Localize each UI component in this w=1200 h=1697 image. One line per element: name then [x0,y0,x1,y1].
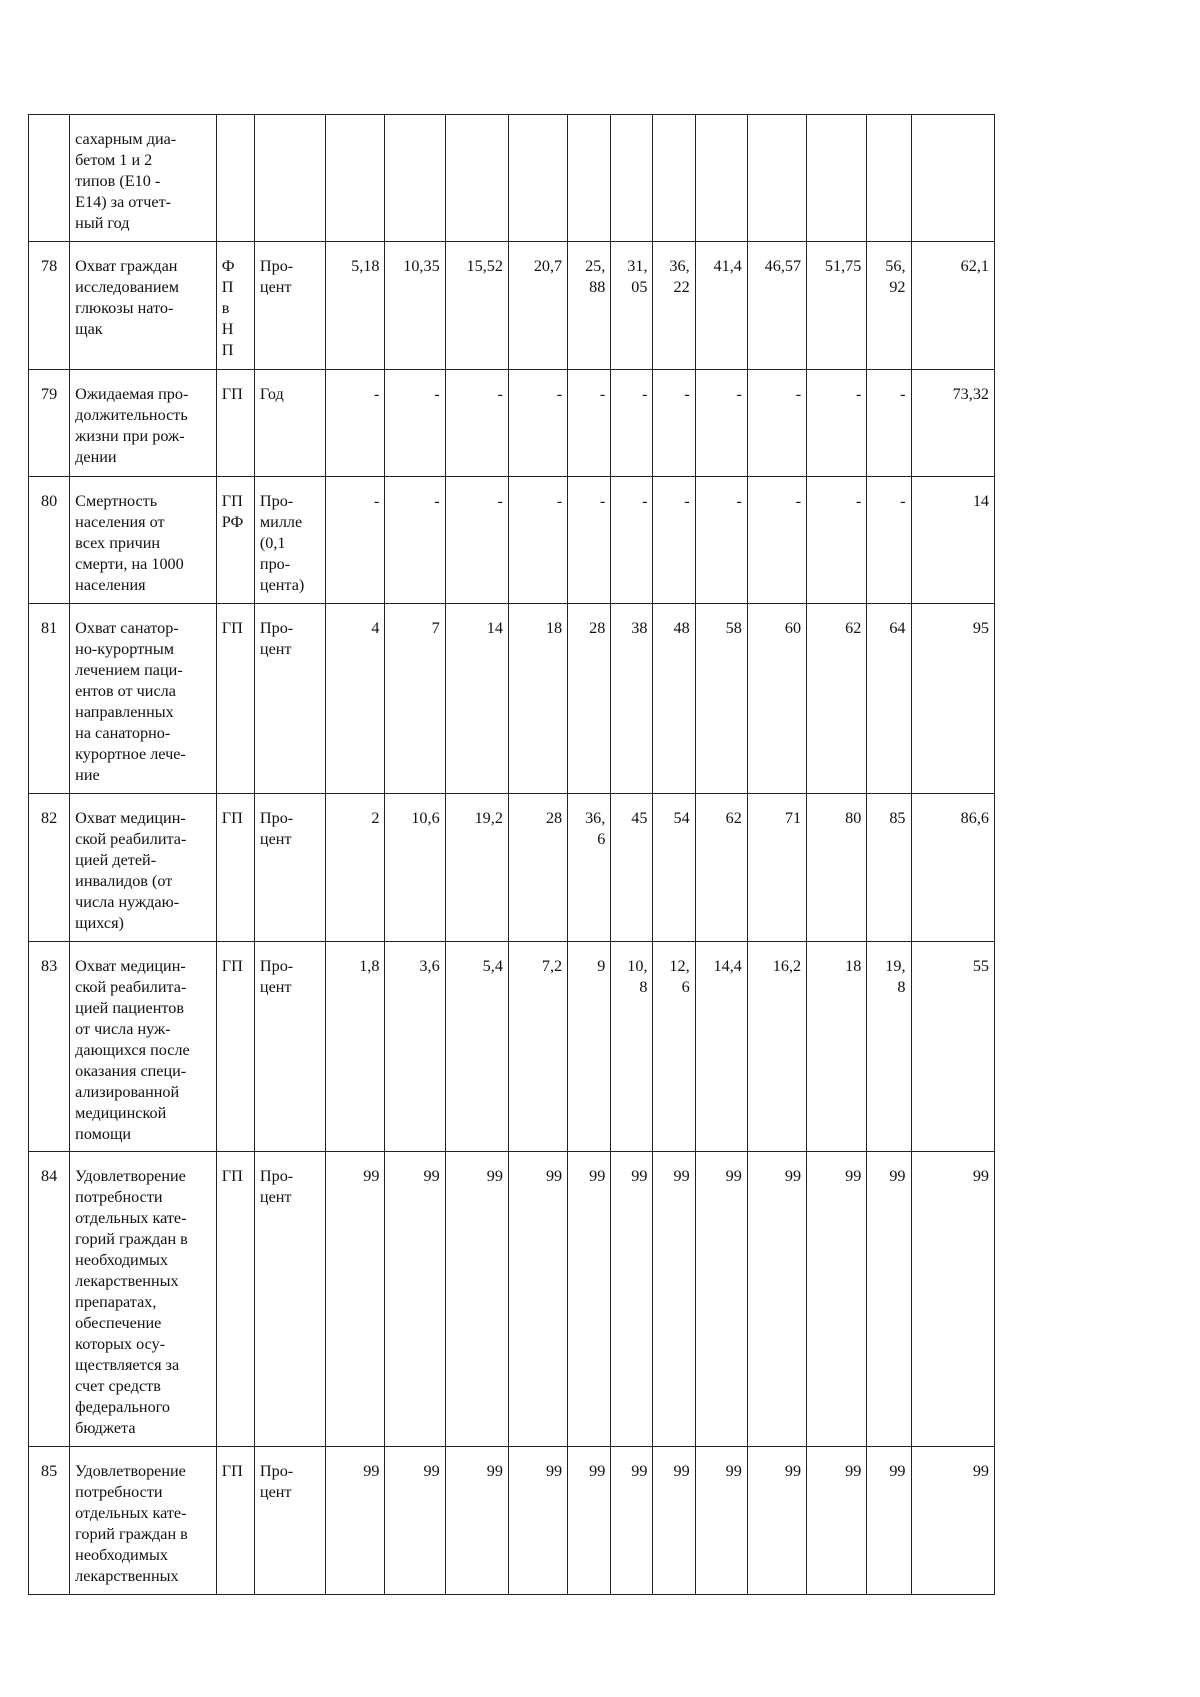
row-number: 83 [29,942,70,1152]
value-cell: - [385,477,445,604]
indicator-source: ГП [216,370,254,477]
value-cell [445,115,508,242]
value-cell [695,115,747,242]
value-cell: 14 [445,604,508,794]
value-cell: 41,4 [695,242,747,370]
value-cell: 99 [695,1152,747,1447]
indicator-unit: Про- цент [254,1447,325,1595]
value-cell [911,115,995,242]
value-cell: 99 [611,1447,653,1595]
value-cell: 36, 22 [653,242,695,370]
value-cell: 99 [508,1152,567,1447]
value-cell: 18 [807,942,867,1152]
value-cell: - [653,477,695,604]
value-cell: 28 [508,794,567,942]
value-cell: 9 [568,942,611,1152]
indicator-name: Охват медицин- ской реабилита- цией детей- инвалидов (от числа нуждаю- щихся) [70,794,217,942]
value-cell: 55 [911,942,995,1152]
value-cell: 10, 8 [611,942,653,1152]
value-cell: - [568,477,611,604]
indicator-unit: Про- цент [254,1152,325,1447]
value-cell: 64 [867,604,911,794]
value-cell: - [508,477,567,604]
value-cell: - [867,370,911,477]
value-cell: 99 [695,1447,747,1595]
value-cell: 2 [326,794,385,942]
value-cell: - [568,370,611,477]
value-cell: - [747,370,806,477]
value-cell: 99 [568,1447,611,1595]
indicator-unit: Про- цент [254,942,325,1152]
value-cell: 7 [385,604,445,794]
indicator-source: ГП [216,1447,254,1595]
value-cell: 99 [807,1152,867,1447]
indicator-name: Охват граждан исследованием глюкозы нато- щак [70,242,217,370]
indicator-name: Охват санатор- но-курортным лечением паци- ентов от числа направленных на санаторно- курортное лече- ние [70,604,217,794]
value-cell [747,115,806,242]
value-cell: 19, 8 [867,942,911,1152]
value-cell: 4 [326,604,385,794]
value-cell [807,115,867,242]
value-cell: 54 [653,794,695,942]
value-cell [568,115,611,242]
indicators-table [28,114,995,1595]
value-cell: 1,8 [326,942,385,1152]
row-number: 85 [29,1447,70,1595]
indicator-source: ГП [216,1152,254,1447]
indicator-unit: Про- цент [254,604,325,794]
value-cell: - [807,477,867,604]
indicator-source: ГП [216,604,254,794]
value-cell: 99 [508,1447,567,1595]
table-row [29,242,995,370]
value-cell [867,115,911,242]
indicator-unit: Год [254,370,325,477]
value-cell: - [867,477,911,604]
indicator-name: сахарным диа- бетом 1 и 2 типов (Е10 - Е14) за отчет- ный год [70,115,217,242]
value-cell: 95 [911,604,995,794]
value-cell: 14,4 [695,942,747,1152]
value-cell: 99 [611,1152,653,1447]
value-cell: 18 [508,604,567,794]
value-cell: 58 [695,604,747,794]
indicator-name: Удовлетворение потребности отдельных кате- горий граждан в необходимых лекарственных препаратах, обеспечение которых осу- ществляется за счет средств федерального бюджета [70,1152,217,1447]
value-cell: 5,18 [326,242,385,370]
value-cell: 99 [326,1447,385,1595]
value-cell [508,115,567,242]
value-cell: - [695,370,747,477]
table-row [29,794,995,942]
value-cell: 5,4 [445,942,508,1152]
value-cell: 99 [326,1152,385,1447]
table-row [29,1447,995,1595]
value-cell: 99 [747,1447,806,1595]
indicator-name: Ожидаемая про- должительность жизни при рож- дении [70,370,217,477]
value-cell: 15,52 [445,242,508,370]
indicator-source: ГП [216,942,254,1152]
indicator-name: Удовлетворение потребности отдельных кате- горий граждан в необходимых лекарственных [70,1447,217,1595]
value-cell: - [445,477,508,604]
value-cell: 80 [807,794,867,942]
row-number: 84 [29,1152,70,1447]
value-cell: 99 [807,1447,867,1595]
row-number: 80 [29,477,70,604]
value-cell: - [611,477,653,604]
value-cell: 99 [385,1447,445,1595]
value-cell: 10,6 [385,794,445,942]
value-cell: 99 [867,1447,911,1595]
value-cell: - [807,370,867,477]
indicator-unit: Про- милле (0,1 про- цента) [254,477,325,604]
value-cell: 48 [653,604,695,794]
value-cell: 62 [807,604,867,794]
value-cell: 46,57 [747,242,806,370]
value-cell [326,115,385,242]
row-number: 78 [29,242,70,370]
value-cell: 99 [747,1152,806,1447]
value-cell: 12, 6 [653,942,695,1152]
value-cell: 60 [747,604,806,794]
value-cell: 38 [611,604,653,794]
value-cell: 99 [568,1152,611,1447]
row-number: 81 [29,604,70,794]
value-cell [653,115,695,242]
value-cell: 36, 6 [568,794,611,942]
indicator-name: Смертность населения от всех причин смерти, на 1000 населения [70,477,217,604]
row-number: 79 [29,370,70,477]
value-cell: 62,1 [911,242,995,370]
value-cell: - [508,370,567,477]
value-cell: 99 [445,1152,508,1447]
value-cell: 99 [911,1152,995,1447]
value-cell: 73,32 [911,370,995,477]
value-cell: - [653,370,695,477]
value-cell: 99 [911,1447,995,1595]
indicator-name: Охват медицин- ской реабилита- цией пациентов от числа нуж- дающихся после оказания специ- ализированной медицинской помощи [70,942,217,1152]
value-cell: 62 [695,794,747,942]
value-cell [385,115,445,242]
indicator-source: Ф П в Н П [216,242,254,370]
value-cell: 28 [568,604,611,794]
value-cell: 7,2 [508,942,567,1152]
value-cell: 3,6 [385,942,445,1152]
value-cell: 99 [445,1447,508,1595]
value-cell: - [695,477,747,604]
table-row [29,370,995,477]
value-cell: 99 [385,1152,445,1447]
indicator-source: ГП [216,794,254,942]
value-cell: 71 [747,794,806,942]
table-row [29,477,995,604]
value-cell: 99 [653,1152,695,1447]
value-cell: 20,7 [508,242,567,370]
value-cell: - [445,370,508,477]
value-cell: 51,75 [807,242,867,370]
value-cell: 86,6 [911,794,995,942]
value-cell: - [385,370,445,477]
value-cell: 85 [867,794,911,942]
value-cell: 19,2 [445,794,508,942]
value-cell: 14 [911,477,995,604]
value-cell: 10,35 [385,242,445,370]
table-row [29,604,995,794]
value-cell: 31, 05 [611,242,653,370]
table-row [29,942,995,1152]
value-cell: 99 [653,1447,695,1595]
value-cell: 16,2 [747,942,806,1152]
value-cell: - [611,370,653,477]
indicator-unit: Про- цент [254,794,325,942]
value-cell: 99 [867,1152,911,1447]
value-cell: 56, 92 [867,242,911,370]
value-cell: 45 [611,794,653,942]
row-number [29,115,70,242]
indicator-unit: Про- цент [254,242,325,370]
table-row [29,115,995,242]
indicator-source: ГП РФ [216,477,254,604]
indicator-source [216,115,254,242]
value-cell: - [326,477,385,604]
value-cell: 25, 88 [568,242,611,370]
row-number: 82 [29,794,70,942]
value-cell [611,115,653,242]
value-cell: - [326,370,385,477]
indicator-unit [254,115,325,242]
table-row [29,1152,995,1447]
value-cell: - [747,477,806,604]
